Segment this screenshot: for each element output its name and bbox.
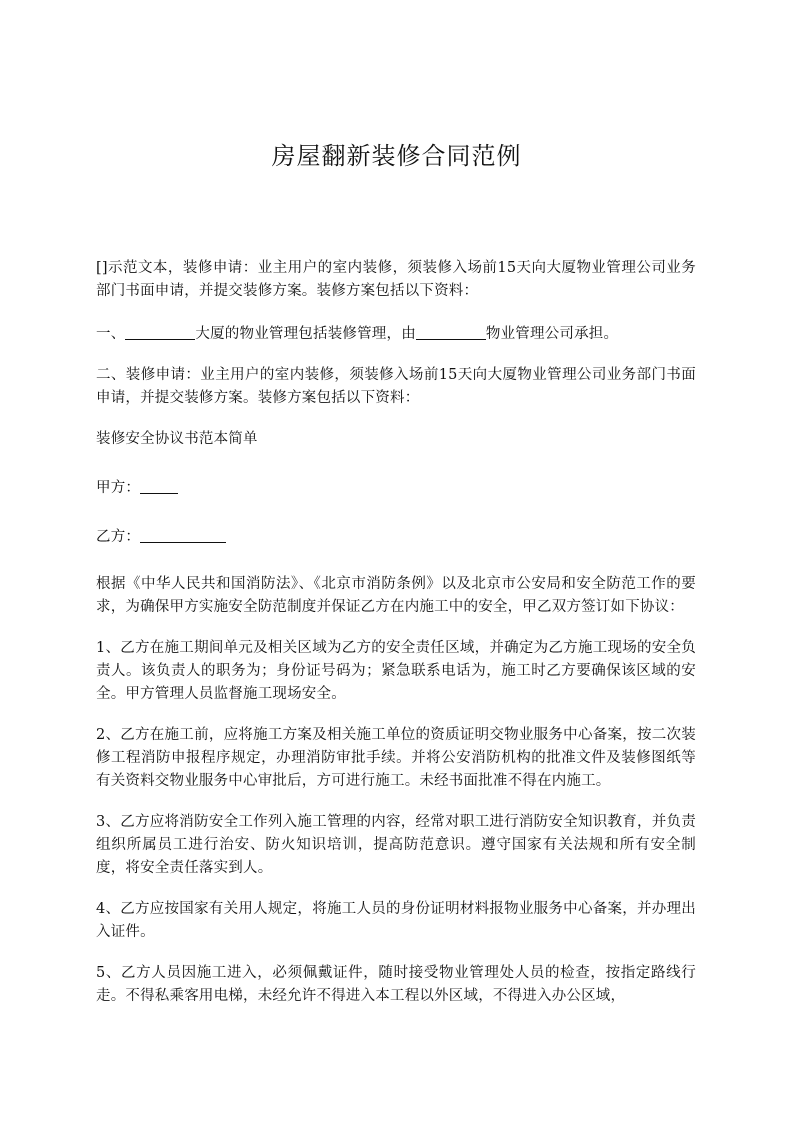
intro-paragraph: []示范文本，装修申请：业主用户的室内装修，须装修入场前15天向大厦物业管理公司业务部门书面申请，并提交装修方案。装修方案包括以下资料： (96, 260, 696, 299)
clause-two-paragraph: 二、装修申请：业主用户的室内装修，须装修入场前15天向大厦物业管理公司业务部门书面申请，并提交装修方案。装修方案包括以下资料： (96, 367, 696, 406)
agreement-subtitle: 装修安全协议书范本简单 (96, 431, 258, 447)
clause-one-paragraph (96, 321, 696, 346)
document-body (96, 257, 696, 1026)
party-a-line (96, 475, 696, 500)
party-a-blank (140, 475, 178, 494)
basis-paragraph: 根据《中华人民共和国消防法》、《北京市消防条例》以及北京市公安局和安全防范工作的要求，为确保甲方实施安全防范制度并保证乙方在内施工中的安全，甲乙双方签订如下协议： (96, 576, 696, 615)
party-a-label: 甲方： (96, 480, 141, 496)
party-b-blank (140, 524, 226, 543)
document-title: 房屋翻新装修合同范例 (271, 142, 522, 170)
party-b-line (96, 524, 696, 549)
item-four-paragraph: 4、乙方应按国家有关用人规定，将施工人员的身份证明材料报物业服务中心备案，并办理出入证件。 (96, 901, 696, 940)
party-b-label: 乙方： (96, 529, 141, 545)
management-company-blank (416, 321, 486, 340)
building-name-blank (125, 321, 195, 340)
clause-one-suffix: 物业管理公司承担。 (485, 326, 619, 342)
clause-one-middle: 大厦的物业管理包括装修管理，由 (195, 326, 416, 342)
item-three-paragraph: 3、乙方应将消防安全工作列入施工管理的内容，经常对职工进行消防安全知识教育，并负责组织所属员工进行治安、防火知识培训，提高防范意识。遵守国家有关法规和所有安全制度，将安全责任落实到人。 (96, 814, 696, 876)
item-five-paragraph: 5、乙方人员因施工进入，必须佩戴证件，随时接受物业管理处人员的检查，按指定路线行走。不得私乘客用电梯，未经允许不得进入本工程以外区域，不得进入办公区域， (96, 965, 696, 1004)
clause-one-prefix: 一、 (96, 326, 126, 342)
item-one-paragraph: 1、乙方在施工期间单元及相关区域为乙方的安全责任区域，并确定为乙方施工现场的安全负责人。该负责人的职务为；身份证号码为；紧急联系电话为，施工时乙方要确保该区域的安全。甲方管理人员监督施工现场安全。 (96, 640, 696, 702)
item-two-paragraph: 2、乙方在施工前，应将施工方案及相关施工单位的资质证明交物业服务中心备案，按二次装修工程消防申报程序规定，办理消防审批手续。并将公安消防机构的批准文件及装修图纸等有关资料交物业服务中心审批后，方可进行施工。未经书面批准不得在内施工。 (96, 727, 696, 789)
